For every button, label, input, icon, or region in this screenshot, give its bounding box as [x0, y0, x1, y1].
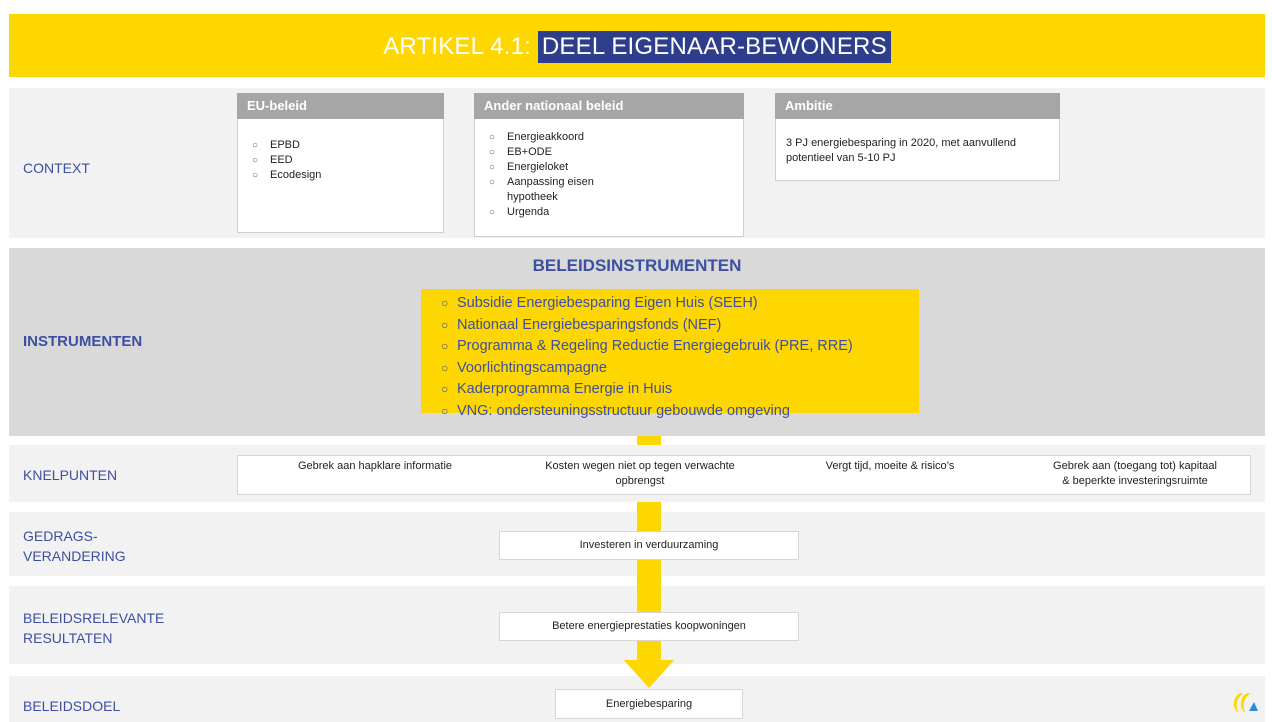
row-label-instrumenten: INSTRUMENTEN	[23, 333, 143, 350]
title-highlight: DEEL EIGENAAR-BEWONERS	[538, 31, 891, 63]
knelpunt-4: Gebrek aan (toegang tot) kapitaal & beperkte investeringsruimte	[1053, 460, 1217, 487]
list-item: ○ Kaderprogramma Energie in Huis	[441, 379, 853, 401]
list-item: ○ Voorlichtingscampagne	[441, 358, 853, 380]
list-item: ○ Energieakkoord	[489, 131, 585, 143]
circle-bullet-icon: ○	[489, 207, 496, 218]
circle-bullet-icon: ○	[441, 339, 449, 353]
list-item: ○ Subsidie Energiebesparing Eigen Huis (SEEH)	[441, 293, 853, 315]
circle-bullet-icon: ○	[489, 147, 496, 158]
list-item: ○ Ecodesign	[252, 169, 322, 181]
list-item-continuation: hypotheek	[507, 191, 558, 203]
list-item: ○ VNG: ondersteuningsstructuur gebouwde omgeving	[441, 401, 853, 423]
beleidsdoel-box: Energiebesparing	[555, 689, 743, 719]
circle-bullet-icon: ○	[252, 140, 259, 151]
flow-arrow-shaft-segment	[637, 502, 661, 531]
circle-bullet-icon: ○	[252, 170, 259, 181]
row-label-knelpunten: KNELPUNTEN	[23, 467, 118, 483]
resultaten-box: Betere energieprestaties koopwoningen	[499, 612, 799, 641]
list-item: ○ EB+ODE	[489, 146, 552, 158]
knelpunt-3: Vergt tijd, moeite & risico’s	[825, 460, 955, 472]
row-label-context: CONTEXT	[23, 160, 90, 176]
circle-bullet-icon: ○	[489, 132, 496, 143]
ambitie-card	[775, 93, 1060, 181]
circle-bullet-icon: ○	[441, 360, 449, 375]
list-item: ○ Aanpassing eisen	[489, 176, 594, 188]
circle-bullet-icon: ○	[252, 155, 259, 166]
logo-icon	[1229, 689, 1259, 717]
nationaal-beleid-header: Ander nationaal beleid	[474, 93, 744, 119]
title-prefix: ARTIKEL 4.1:	[383, 33, 538, 60]
knelpunt-2: Kosten wegen niet op tegen verwachte opbrengst	[545, 460, 735, 487]
page-title	[9, 33, 1265, 61]
gedrag-box: Investeren in verduurzaming	[499, 531, 799, 560]
nationaal-beleid-list	[489, 130, 594, 220]
ambitie-text: 3 PJ energiebesparing in 2020, met aanvullend potentieel van 5-10 PJ	[786, 137, 1016, 164]
eu-beleid-header: EU-beleid	[237, 93, 444, 119]
flow-arrow-shaft-segment	[637, 560, 661, 612]
ambitie-header: Ambitie	[775, 93, 1060, 119]
circle-bullet-icon: ○	[441, 382, 449, 396]
circle-bullet-icon: ○	[441, 296, 449, 310]
row-label-beleidsdoel: BELEIDSDOEL	[23, 698, 121, 714]
flow-arrow-head-front	[624, 660, 674, 690]
row-label-gedrag: GEDRAGS- VERANDERING	[23, 528, 126, 564]
circle-bullet-icon: ○	[489, 162, 496, 173]
circle-bullet-icon: ○	[489, 177, 496, 188]
nationaal-beleid-card	[474, 93, 744, 237]
eu-beleid-list	[252, 138, 321, 183]
instrumenten-heading: BELEIDSINSTRUMENTEN	[532, 256, 742, 275]
list-item: ○ EED	[252, 154, 293, 166]
title-bar	[9, 14, 1265, 77]
circle-bullet-icon: ○	[441, 317, 449, 332]
list-item: ○ Energieloket	[489, 161, 569, 173]
circle-bullet-icon: ○	[441, 403, 449, 418]
list-item: ○ Urgenda	[489, 206, 550, 218]
instrumenten-box	[421, 289, 919, 419]
list-item: ○ Nationaal Energiebesparingsfonds (NEF)	[441, 315, 853, 337]
list-item: ○ EPBD	[252, 139, 300, 151]
knelpunt-1: Gebrek aan hapklare informatie	[297, 460, 453, 472]
row-label-resultaten: BELEIDSRELEVANTE RESULTATEN	[23, 610, 165, 646]
eu-beleid-card	[237, 93, 444, 233]
list-item: ○ Programma & Regeling Reductie Energiegebruik (PRE, RRE)	[441, 336, 853, 358]
instrumenten-list	[441, 293, 853, 422]
flow-arrow-shaft-segment	[637, 641, 661, 662]
